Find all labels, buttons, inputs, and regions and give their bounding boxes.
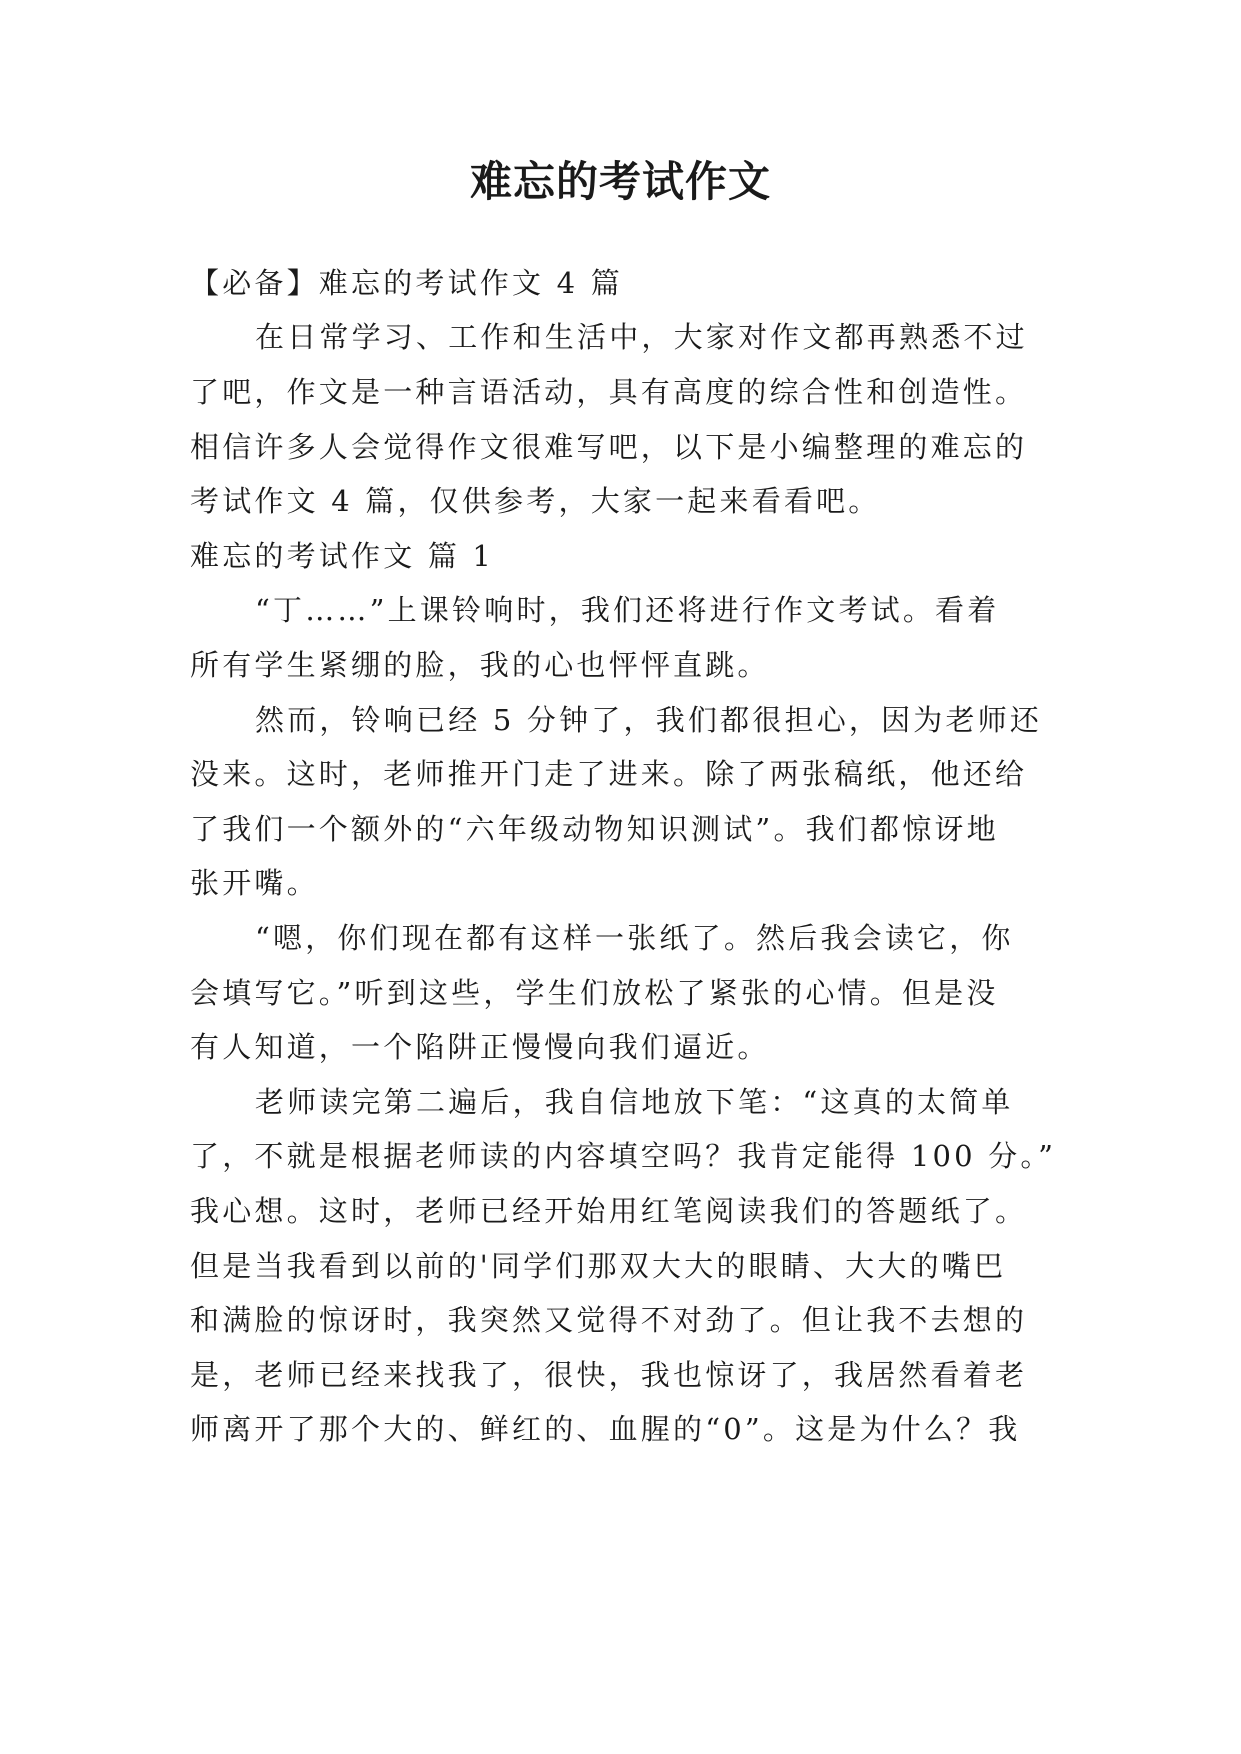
- text-line: 所有学生紧绷的脸，我的心也怦怦直跳。: [190, 648, 770, 682]
- text-line: 张开嘴。: [190, 866, 319, 900]
- page-title: 难忘的考试作文: [469, 157, 771, 206]
- text-line: 考试作文 4 篇，仅供参考，大家一起来看看吧。: [190, 484, 881, 518]
- text-line: 师离开了那个大的、鲜红的、血腥的“0”。这是为什么？我: [190, 1412, 1021, 1446]
- text-line: 然而，铃响已经 5 分钟了，我们都很担心，因为老师还: [255, 703, 1043, 737]
- text-line: 老师读完第二遍后，我自信地放下笔：“这真的太简单: [255, 1085, 1014, 1119]
- text-line: 在日常学习、工作和生活中，大家对作文都再熟悉不过: [255, 320, 1028, 354]
- text-line: 我心想。这时，老师已经开始用红笔阅读我们的答题纸了。: [190, 1194, 1028, 1228]
- text-line: 会填写它。”听到这些，学生们放松了紧张的心情。但是没: [190, 976, 999, 1010]
- text-line: 相信许多人会觉得作文很难写吧，以下是小编整理的难忘的: [190, 430, 1028, 464]
- text-line: 是，老师已经来找我了，很快，我也惊讶了，我居然看着老: [190, 1358, 1028, 1392]
- text-line: 有人知道，一个陷阱正慢慢向我们逼近。: [190, 1030, 770, 1064]
- section-heading: 难忘的考试作文 篇 1: [190, 539, 495, 573]
- text-line: 了吧，作文是一种言语活动，具有高度的综合性和创造性。: [190, 375, 1028, 409]
- text-line: “丁……”上课铃响时，我们还将进行作文考试。看着: [255, 593, 1000, 627]
- text-line: 没来。这时，老师推开门走了进来。除了两张稿纸，他还给: [190, 757, 1028, 791]
- text-line: 但是当我看到以前的'同学们那双大大的眼睛、大大的嘴巴: [190, 1249, 1007, 1283]
- text-line: 和满脸的惊讶时，我突然又觉得不对劲了。但让我不去想的: [190, 1303, 1028, 1337]
- subtitle-line: 【必备】难忘的考试作文 4 篇: [190, 266, 623, 300]
- text-line: “嗯，你们现在都有这样一张纸了。然后我会读它，你: [255, 921, 1014, 955]
- text-line: 了，不就是根据老师读的内容填空吗？我肯定能得 100 分。”: [190, 1139, 1057, 1173]
- text-line: 了我们一个额外的“六年级动物知识测试”。我们都惊讶地: [190, 812, 999, 846]
